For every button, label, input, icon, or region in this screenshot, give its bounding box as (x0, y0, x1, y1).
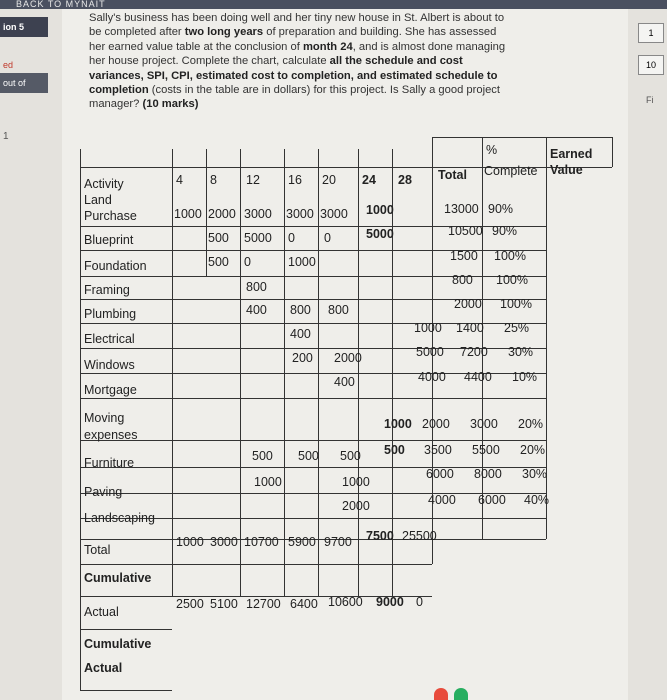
cell: 10500 (448, 224, 483, 238)
back-to-mynait-bar[interactable] (0, 0, 667, 9)
question-line: be completed after two long years of preparation and building. She has assessed (89, 26, 497, 39)
cell: 1400 (456, 321, 484, 335)
header-value: Value (550, 163, 583, 177)
cell: 1000 (342, 475, 370, 489)
cell: 4400 (464, 370, 492, 384)
cell: 2500 (176, 597, 204, 611)
header-activity: Activity (84, 177, 124, 191)
cell: 13000 (444, 202, 479, 216)
cell: 100% (494, 249, 526, 263)
row-cumulative-label: Cumulative (84, 571, 152, 585)
cell: 500 (252, 449, 273, 463)
back-to-mynait-link[interactable]: BACK TO MYNAIT (16, 0, 106, 9)
question-line: manager? (10 marks) (89, 98, 199, 111)
header-month-12: 12 (246, 173, 260, 187)
row-blueprint-label: Blueprint (84, 233, 134, 247)
cell: 500 (384, 443, 405, 457)
question-text (89, 11, 559, 112)
taskbar-red-icon[interactable] (434, 688, 448, 700)
cell: 1000 (254, 475, 282, 489)
row-moving-expenses-label-2: expenses (84, 428, 138, 442)
header-month-8: 8 (210, 173, 217, 187)
earned-value-table (80, 137, 614, 692)
question-number: 1 (3, 131, 9, 142)
cell: 800 (290, 303, 311, 317)
question-line: Sally's business has been doing well and her tiny new house in St. Albert is about to (89, 12, 505, 24)
cell: 2000 (208, 207, 236, 221)
nav-box-1[interactable]: 1 (638, 23, 664, 43)
row-foundation-label: Foundation (84, 259, 147, 273)
row-total-label: Total (84, 543, 111, 557)
row-moving-expenses-label-1: Moving (84, 411, 125, 425)
header-month-24: 24 (362, 173, 376, 187)
cell: 4000 (418, 370, 446, 384)
cell: 500 (298, 449, 319, 463)
cell: 6000 (478, 493, 506, 507)
row-cumulative-actual-label-2: Actual (84, 661, 123, 675)
cell: 500 (208, 231, 229, 245)
cell: 9000 (376, 595, 404, 609)
cell: 0 (244, 255, 251, 269)
header-complete: Complete (484, 164, 538, 178)
cell: 10600 (328, 595, 363, 609)
cell: 5000 (244, 231, 272, 245)
cell: 800 (246, 280, 267, 294)
question-tab[interactable]: ion 5 (0, 17, 48, 37)
cell: 20% (518, 417, 544, 431)
taskbar-green-icon[interactable] (454, 688, 468, 700)
row-paving-label: Paving (84, 485, 123, 499)
cell: 25500 (402, 529, 437, 543)
cell: 3000 (320, 207, 348, 221)
row-land-purchase-label-1: Land (84, 193, 112, 207)
cell: 10700 (244, 535, 279, 549)
left-question-nav (0, 9, 62, 700)
row-landscaping-label: Landscaping (84, 511, 155, 525)
cell: 30% (508, 345, 534, 359)
cell: 25% (504, 321, 530, 335)
right-nav (628, 9, 667, 700)
cell: 1000 (288, 255, 316, 269)
cell: 0 (324, 231, 331, 245)
cell: 12700 (246, 597, 281, 611)
cell: 7200 (460, 345, 488, 359)
cell: 1500 (450, 249, 478, 263)
cell: 3000 (244, 207, 272, 221)
row-windows-label: Windows (84, 358, 135, 372)
cell: 9700 (324, 535, 352, 549)
cell: 1000 (366, 203, 394, 217)
question-line: completion (costs in the table are in dollars) for this project. Is Sally a good project (89, 84, 501, 97)
row-cumulative-actual-label-1: Cumulative (84, 637, 152, 651)
row-actual-label: Actual (84, 605, 119, 619)
cell: 3000 (470, 417, 498, 431)
row-mortgage-label: Mortgage (84, 383, 137, 397)
cell: 3000 (210, 535, 238, 549)
nav-box-10[interactable]: 10 (638, 55, 664, 75)
cell: 100% (500, 297, 532, 311)
question-line: variances, SPI, CPI, estimated cost to completion, and estimated schedule to (89, 69, 498, 82)
header-percent: % (486, 143, 498, 157)
cell: 400 (334, 375, 355, 389)
cell: 90% (492, 224, 518, 238)
cell: 800 (328, 303, 349, 317)
cell: 8000 (474, 467, 502, 481)
cell: 2000 (334, 351, 362, 365)
cell: 3500 (424, 443, 452, 457)
cell: 200 (292, 351, 313, 365)
cell: 3000 (286, 207, 314, 221)
cell: 0 (416, 595, 423, 609)
header-total: Total (438, 168, 467, 182)
cell: 800 (452, 273, 473, 287)
cell: 7500 (366, 529, 394, 543)
cell: 1000 (414, 321, 442, 335)
row-plumbing-label: Plumbing (84, 307, 137, 321)
question-line: her house project. Complete the chart, calculate all the schedule and cost (89, 55, 463, 68)
cell: 6400 (290, 597, 318, 611)
cell: 100% (496, 273, 528, 287)
header-earned: Earned (550, 147, 593, 161)
marks-label: out of (0, 73, 48, 93)
header-month-28: 28 (398, 173, 412, 187)
cell: 400 (246, 303, 267, 317)
cell: 1000 (384, 417, 412, 431)
finish-label[interactable]: Fi (646, 95, 654, 105)
status-label: ed (3, 60, 14, 70)
cell: 500 (340, 449, 361, 463)
cell: 90% (488, 202, 514, 216)
cell: 20% (520, 443, 546, 457)
cell: 1000 (174, 207, 202, 221)
cell: 2000 (422, 417, 450, 431)
question-line: her earned value table at the conclusion of month 24, and is almost done managing (89, 40, 506, 53)
cell: 0 (288, 231, 295, 245)
cell: 10% (512, 370, 538, 384)
row-land-purchase-label-2: Purchase (84, 209, 137, 223)
cell: 40% (524, 493, 550, 507)
cell: 5000 (416, 345, 444, 359)
cell: 2000 (454, 297, 482, 311)
cell: 400 (290, 327, 311, 341)
cell: 30% (522, 467, 548, 481)
cell: 500 (208, 255, 229, 269)
row-electrical-label: Electrical (84, 332, 135, 346)
row-furniture-label: Furniture (84, 456, 135, 470)
cell: 5000 (366, 227, 394, 241)
header-month-4: 4 (176, 173, 183, 187)
cell: 4000 (428, 493, 456, 507)
header-month-16: 16 (288, 173, 302, 187)
question-paper (62, 9, 628, 700)
header-month-20: 20 (322, 173, 336, 187)
cell: 6000 (426, 467, 454, 481)
cell: 5500 (472, 443, 500, 457)
cell: 5100 (210, 597, 238, 611)
cell: 2000 (342, 499, 370, 513)
row-framing-label: Framing (84, 283, 130, 297)
cell: 1000 (176, 535, 204, 549)
cell: 5900 (288, 535, 316, 549)
